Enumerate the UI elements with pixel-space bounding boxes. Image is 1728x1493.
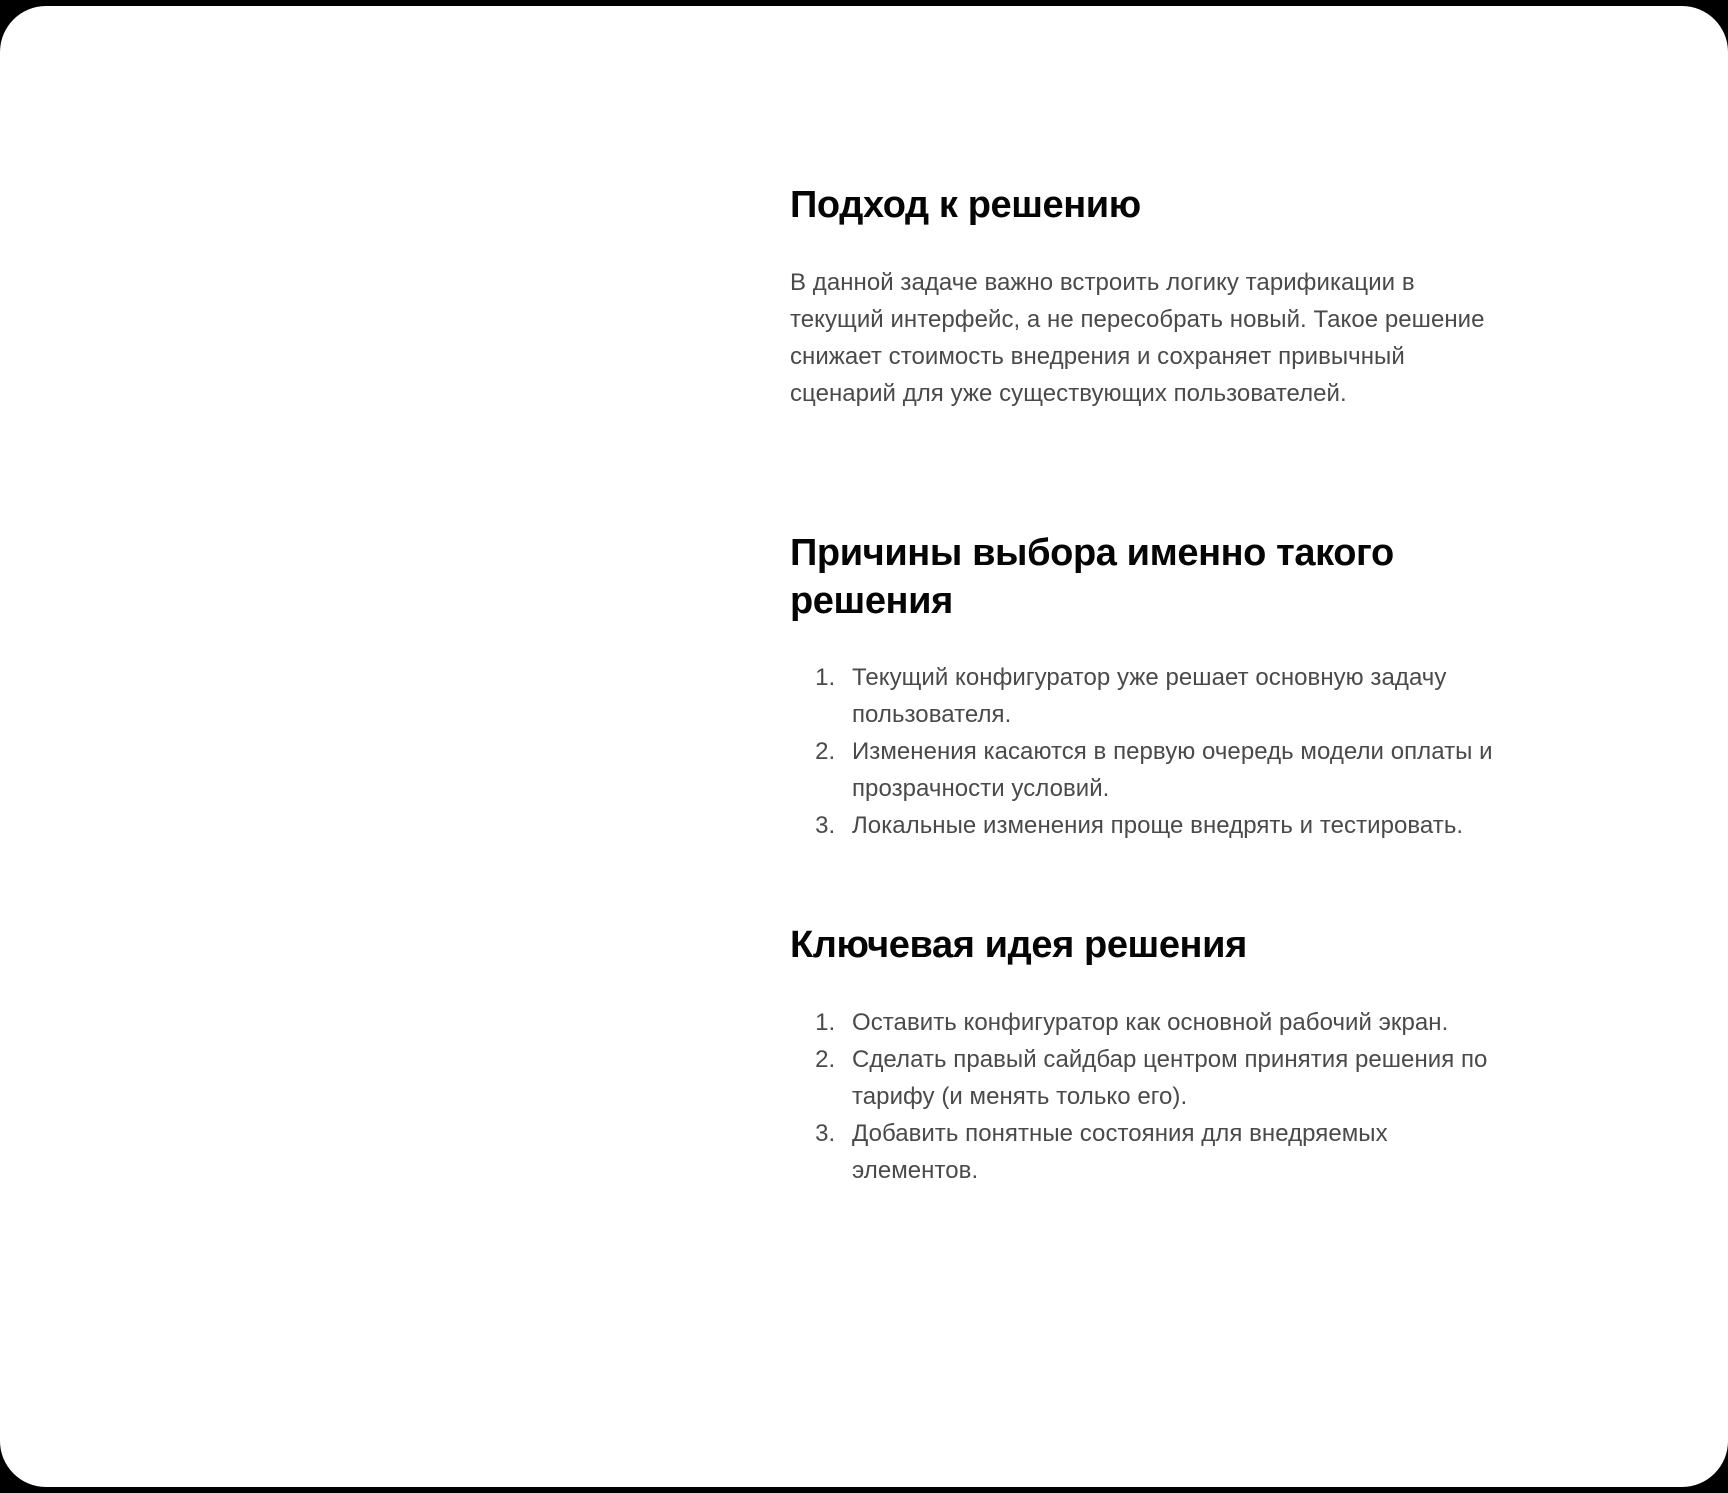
section-reasons (790, 530, 1496, 844)
list-item: 1. Текущий конфигуратор уже решает основную задачу пользователя. (842, 659, 1496, 733)
reasons-list (790, 659, 1496, 844)
section-approach-heading: Подход к решению (790, 184, 1141, 226)
list-item: 1. Оставить конфигуратор как основной рабочий экран. (842, 1004, 1496, 1041)
section-approach-paragraph: В данной задаче важно встроить логику тарификации в текущий интерфейс, а не пересобрать новый. Такое решение снижает стоимость внедрения и сохраняет привычный сценарий для уже существующих пользователей. (790, 268, 1485, 407)
key-idea-list (790, 1004, 1496, 1189)
section-approach (790, 182, 1496, 412)
section-reasons-heading: Причины выбора именно такого решения (790, 532, 1394, 622)
section-key-idea-heading: Ключевая идея решения (790, 924, 1247, 966)
list-item: 3. Локальные изменения проще внедрять и тестировать. (842, 807, 1496, 844)
list-item: 2. Изменения касаются в первую очередь модели оплаты и прозрачности условий. (842, 733, 1496, 807)
content-card (0, 6, 1728, 1487)
content-column (790, 6, 1496, 1487)
section-key-idea (790, 922, 1496, 1189)
list-item: 2. Сделать правый сайдбар центром принятия решения по тарифу (и менять только его). (842, 1041, 1496, 1115)
list-item: 3. Добавить понятные состояния для внедряемых элементов. (842, 1115, 1496, 1189)
